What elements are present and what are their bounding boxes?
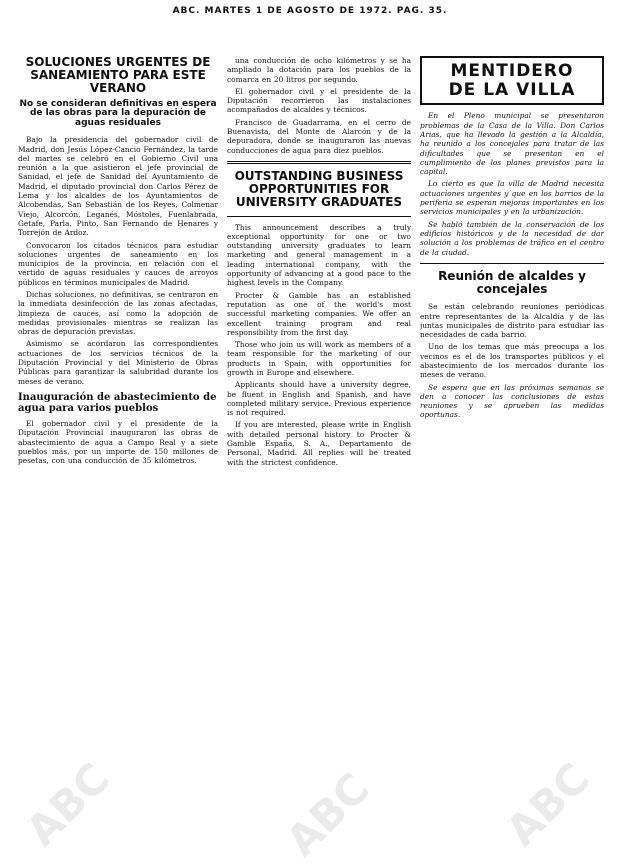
paragraph: El gobernador civil y el presidente de la Diputación recorrieron las instalaciones acompañados de alcaldes y técnicos.: [227, 86, 411, 115]
paragraph: El gobernador civil y el presidente de la Diputación Provincial inauguraron las obras de abastecimiento de agua a Campo Real y a siete pueblos más, por un importe de 150 millones de pesetas, con una conducción de 35 kilómetros.: [18, 418, 218, 466]
paragraph: Asimismo se acordaron las correspondientes actuaciones de los servicios técnicos de la Diputación Provincial y del Ministerio de Obras Públicas para garantizar la salubridad durante los meses de verano.: [18, 339, 218, 386]
page-header: ABC. MARTES 1 DE AGOSTO DE 1972. PAG. 35.: [172, 6, 448, 16]
paragraph: Convocaron los citados técnicos para estudiar soluciones urgentes de saneamiento en los municipios de la provincia, en relación con el vertido de aguas residuales y cauces de arroyos públicos en términos municipales de Madrid.: [18, 240, 218, 287]
paragraph: Se habló también de la conservación de los edificios históricos y de la necesidad de dar solución a los problemas de tráfico en el centro de la ciudad.: [420, 219, 604, 257]
ad-paragraph: Applicants should have a university degree, be fluent in English and Spanish, and have completed military service. Previous experience is not required.: [227, 380, 411, 418]
ad-paragraph: Procter & Gamble has an established reputation as one of the world's most successful marketing companies. We offer an excellent training program and real responsibility from the first day.: [227, 290, 411, 337]
paragraph: Dichas soluciones, no definitivas, se centraron en la inmediata desinfección de las zonas afectadas, limpieza de cauces, así como la adopción de medidas provisionales mientras se realizan las obras de depuración previstas.: [18, 289, 218, 337]
subhead-saneamiento: No se consideran definitivas en espera de las obras para la depuración de aguas residuales: [19, 98, 217, 129]
watermark: ABC: [16, 753, 119, 856]
mentidero-title-line1: MENTIDERO: [450, 61, 574, 81]
mentidero-title-line2: DE LA VILLA: [448, 79, 576, 100]
ad-paragraph: This announcement describes a truly exceptional opportunity for one or two outstanding university graduates to learn marketing and general management in a leading international company, with the opportunity of advancing at a good pace to the highest levels in the Company.: [227, 222, 411, 288]
column-right: [420, 56, 604, 842]
watermark: ABC: [496, 753, 599, 856]
ad-headline: OUTSTANDING BUSINESS OPPORTUNITIES FOR UNIVERSITY GRADUATES: [234, 168, 404, 210]
paragraph: Se espera que en las próximas semanas se den a conocer las conclusiones de estas reuniones y se aprueben las medidas oportunas.: [420, 382, 604, 420]
divider: [227, 216, 411, 217]
headline-saneamiento: SOLUCIONES URGENTES DE SANEAMIENTO PARA ESTE VERANO: [25, 56, 211, 96]
paragraph: En el Pleno municipal se presentaron problemas de la Casa de la Villa. Don Carlos Arias, que ha llevado la gestión a la Alcaldía, ha reunido a los concejales para tratar de las dificultades que se presentan en el cumplimiento de los planes previstos para la capital.: [420, 111, 604, 177]
paragraph: Se están celebrando reuniones periódicas entre representantes de la Alcaldía y de las juntas municipales de distrito para estudiar las necesidades de cada barrio.: [420, 302, 604, 340]
ad-paragraph: Those who join us will work as members of a team responsible for the marketing of our products in Spain, with opportunities for growth in Europe and elsewhere.: [227, 340, 411, 377]
paragraph: Francisco de Guadarrama, en el cerro de Buenavista, del Monte de Alarcón y de la depuradora, donde se inauguraron las nuevas conducciones de agua para diez pueblos.: [227, 117, 411, 155]
watermark: ABC: [276, 763, 379, 866]
paragraph: Uno de los temas que más preocupa a los vecinos es el de los transportes públicos y el abastecimiento de los mercados durante los meses de verano.: [420, 342, 604, 380]
column-middle: [227, 56, 411, 842]
paragraph: Bajo la presidencia del gobernador civil de Madrid, don Jesús López-Cancio Fernández, la tarde del martes se celebró en el Gobierno Civil una reunión a la que asistieron el jefe provincial de Sanidad, el jefe de Sanidad del Ayuntamiento de Madrid, el diputado provincial don Carlos Pérez de Lema y los alcaldes de los Ayuntamientos de Alcobendas, San Sebastián de los Reyes, Colmenar Viejo, Alcorcón, Leganés, Móstoles, Fuenlabrada, Getafe, Parla, Pinto, San Fernando de Henares y Torrejón de Ardoz.: [18, 135, 218, 238]
paragraph: una conducción de ocho kilómetros y se ha ampliado la dotación para los pueblos de la comarca en 20 litros por segundo.: [227, 56, 411, 84]
mentidero-title-box: [420, 56, 604, 105]
column-left: [18, 56, 218, 842]
section-headline-abastecimiento: Inauguración de abastecimiento de agua para varios pueblos: [18, 391, 217, 415]
paragraph: Lo cierto es que la villa de Madrid necesita actuaciones urgentes y que en los barrios de la periferia se esperan mejoras importantes en los servicios municipales y en la urbanización.: [420, 179, 604, 217]
ad-paragraph: If you are interested, please write in English with detailed personal history to Procter & Gamble España, S. A., Departamento de Personal, Madrid. All replies will be treated with the strictest confidence.: [227, 420, 411, 467]
section-headline-reunion: Reunión de alcaldes y concejales: [438, 268, 586, 297]
divider: [420, 263, 604, 264]
divider: [227, 161, 411, 164]
